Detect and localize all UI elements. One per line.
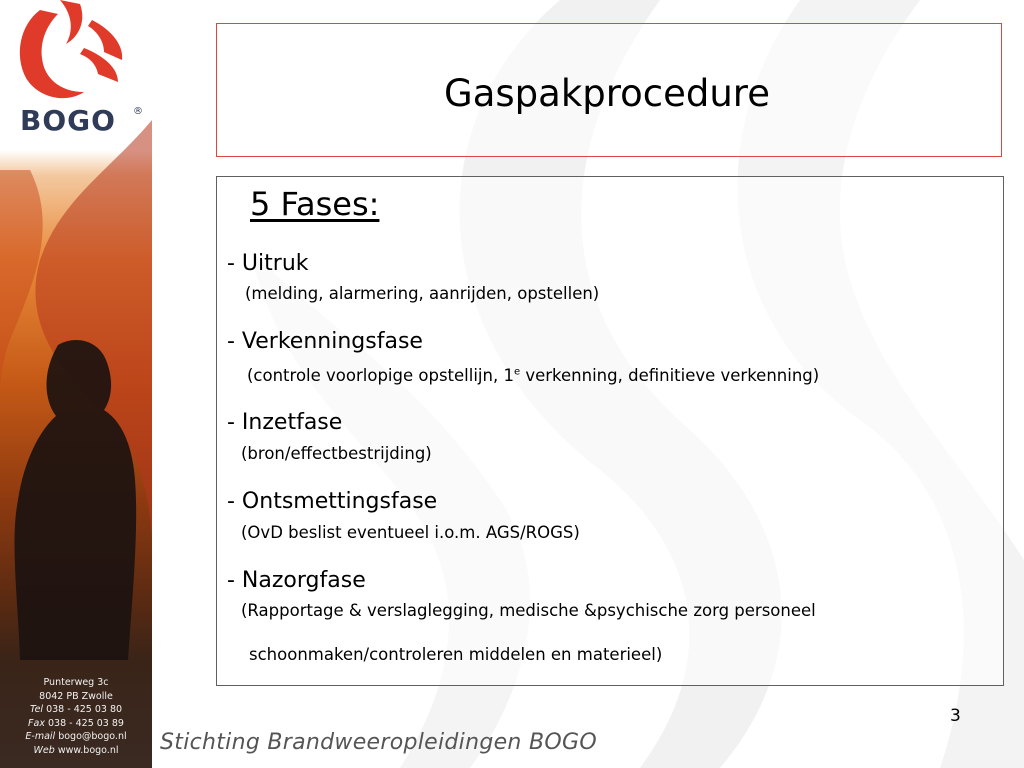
registered-mark: ® — [133, 106, 143, 117]
address-tel: Tel 038 - 425 03 80 — [29, 704, 123, 715]
bogo-logo-flame — [20, 0, 122, 98]
address-block — [10, 676, 142, 757]
phase-1-detail: (melding, alarmering, aanrijden, opstellen) — [245, 284, 600, 303]
slide-title: Gaspakprocedure — [444, 72, 770, 115]
phase-2-detail: (controle voorlopige opstellijn, 1e verkenning, definitieve verkenning) — [247, 366, 820, 385]
address-fax: Fax 038 - 425 03 89 — [28, 717, 124, 729]
phase-4-name: - Ontsmettingsfase — [227, 489, 438, 514]
bogo-logo-text: BOGO — [20, 104, 116, 137]
content-box — [216, 176, 1004, 686]
address-email: E-mail bogo@bogo.nl — [25, 731, 127, 742]
phase-3-detail: (bron/effectbestrijding) — [241, 444, 432, 463]
phase-5-name: - Nazorgfase — [227, 568, 366, 593]
phase-4-detail: (OvD beslist eventueel i.o.m. AGS/ROGS) — [241, 523, 580, 542]
address-web: Web www.bogo.nl — [33, 744, 119, 756]
phase-5-detail: (Rapportage & verslaglegging, medische &psychische zorg personeel — [241, 601, 816, 620]
footer-text: Stichting Brandweeropleidingen BOGO — [160, 730, 597, 755]
title-box — [216, 23, 1002, 157]
phase-1-name: - Uitruk — [227, 251, 309, 276]
page-number: 3 — [950, 706, 961, 726]
phase-5-detail-line2: schoonmaken/controleren middelen en materieel) — [249, 645, 663, 664]
phase-3-name: - Inzetfase — [227, 410, 343, 435]
phases-heading: 5 Fases: — [250, 185, 380, 223]
address-street: Punterweg 3c — [43, 677, 109, 688]
sidebar-strip — [0, 0, 152, 768]
phase-2-name: - Verkenningsfase — [227, 329, 423, 354]
address-city: 8042 PB Zwolle — [39, 690, 113, 702]
